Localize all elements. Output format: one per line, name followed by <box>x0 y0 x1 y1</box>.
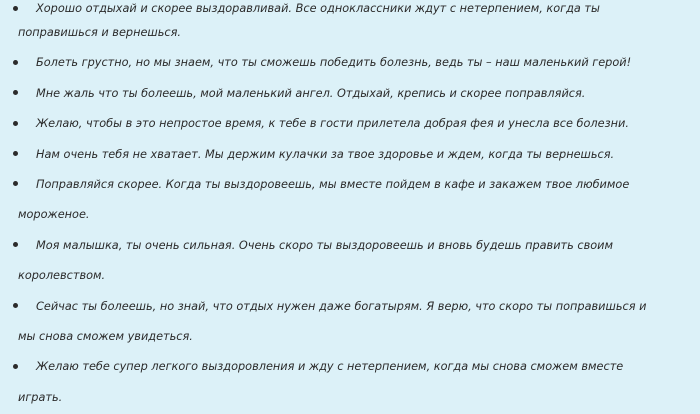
list-item-continuation <box>0 200 700 230</box>
list-item-text: Нам очень тебя не хватает. Мы держим кулачки за твое здоровье и ждем, когда ты вернешься. <box>36 147 615 161</box>
list-item <box>0 79 700 109</box>
list-item-continuation <box>0 383 700 413</box>
list-item-text: Болеть грустно, но мы знаем, что ты сможешь победить болезнь, ведь ты – наш маленький герой! <box>36 56 632 70</box>
list-item-text: Желаю, чтобы в это непростое время, к тебе в гости прилетела добрая фея и унесла все болезни. <box>36 117 629 131</box>
list-item <box>0 109 700 139</box>
list-item <box>0 231 700 261</box>
list-item-text: Поправляйся скорее. Когда ты выздоровеешь, мы вместе пойдем в кафе и закажем твое любимое <box>36 177 630 191</box>
list-item-continuation <box>0 18 700 48</box>
list-item <box>0 140 700 170</box>
list-item-continuation <box>0 261 700 291</box>
list-item-text: Желаю тебе супер легкого выздоровления и жду с нетерпением, когда мы снова сможем вместе <box>36 360 624 374</box>
list-item-text: королевством. <box>18 269 106 283</box>
bullet-icon <box>13 181 18 186</box>
list-item-text: Моя малышка, ты очень сильная. Очень скоро ты выздоровеешь и вновь будешь править своим <box>36 238 614 252</box>
bullet-icon <box>13 90 18 95</box>
bullet-icon <box>13 151 18 156</box>
list-item-text: Мне жаль что ты болеешь, мой маленький ангел. Отдыхай, крепись и скорее поправляйся. <box>36 86 586 100</box>
list-item-text: играть. <box>18 390 63 404</box>
list-item-text: Сейчас ты болеешь, но знай, что отдых нужен даже богатырям. Я верю, что скоро ты поправишься и <box>36 299 647 313</box>
bullet-icon <box>13 242 18 247</box>
bullet-icon <box>13 60 18 65</box>
list-item-text: мы снова сможем увидеться. <box>18 329 193 343</box>
list-item-text: поправишься и вернешься. <box>18 26 182 39</box>
list-item <box>0 292 700 322</box>
bullet-icon <box>13 121 18 126</box>
list-item-text: мороженое. <box>18 208 90 222</box>
list-item <box>0 48 700 78</box>
list-item-continuation <box>0 322 700 352</box>
bullet-icon <box>13 303 18 308</box>
bullet-icon <box>13 6 18 11</box>
list-item <box>0 352 700 382</box>
list-item <box>0 0 700 18</box>
list-item-text: Хорошо отдыхай и скорее выздоравливай. Все одноклассники ждут с нетерпением, когда ты <box>36 2 600 15</box>
bullet-icon <box>13 364 18 369</box>
list-item <box>0 170 700 200</box>
